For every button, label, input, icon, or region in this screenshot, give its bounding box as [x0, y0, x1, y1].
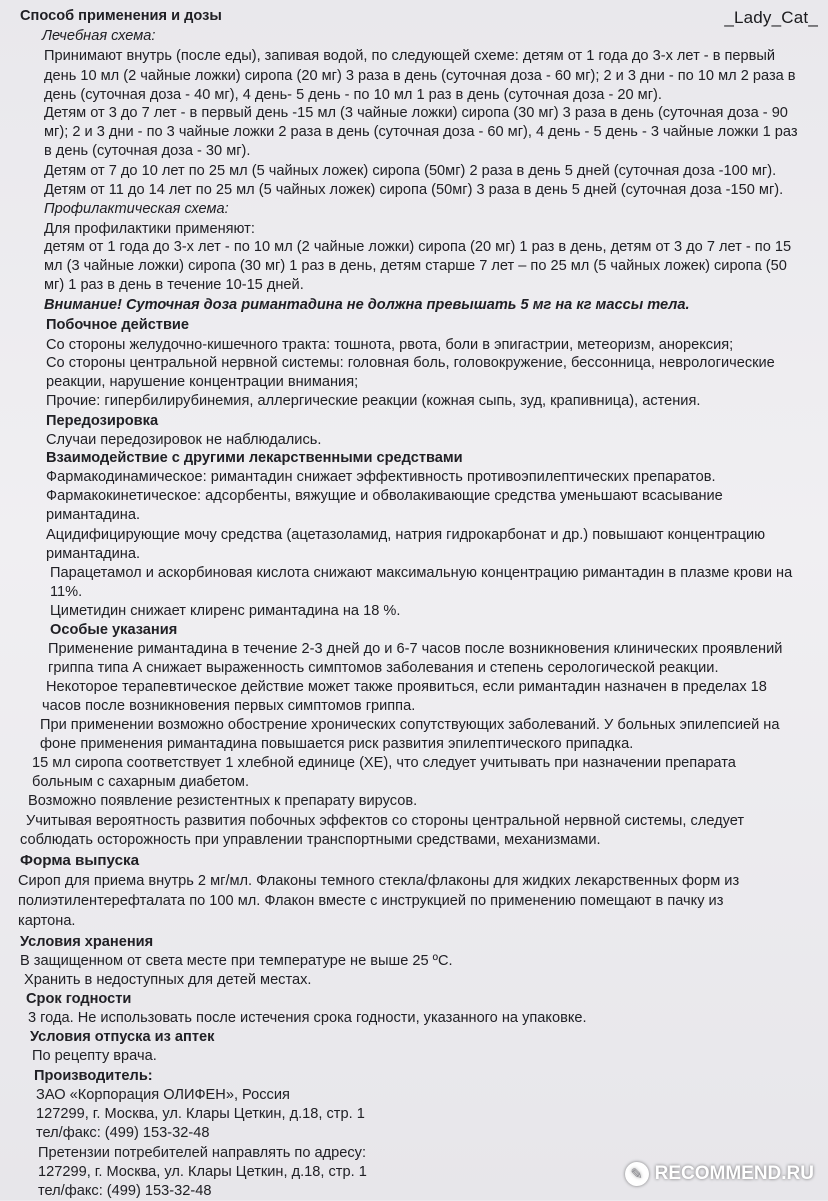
author-watermark: _Lady_Cat_: [724, 8, 818, 27]
text-line: Со стороны центральной нервной системы: головная боль, головокружение, бессонница, неврологические: [46, 355, 775, 371]
text-line: Сироп для приема внутрь 2 мг/мл. Флаконы темного стекла/флаконы для жидких лекарственных форм из: [18, 873, 740, 889]
subheading-treatment: Лечебная схема:: [42, 28, 156, 44]
text-line: Учитывая вероятность развития побочных эффектов со стороны центральной нервной системы, следует: [26, 813, 745, 829]
text-line: римантадина.: [46, 507, 141, 523]
text-line: Случаи передозировок не наблюдались.: [46, 432, 322, 448]
text-line: день 10 мл (2 чайные ложки) сиропа (20 мг) 3 раза в день (суточная доза - 60 мг); 2 и 3 дни - по 10 мл 2 раза в: [44, 68, 796, 84]
text-line: полиэтилентерефталата по 100 мл. Флакон вместе с инструкцией по применению помещают в пачку из: [18, 893, 724, 909]
text-line: 15 мл сиропа соответствует 1 хлебной единице (ХЕ), что следует учитывать при назначении препарата: [32, 755, 736, 771]
text-line: Хранить в недоступных для детей местах.: [24, 972, 312, 988]
text-line: соблюдать осторожность при управлении транспортными средствами, механизмами.: [20, 832, 601, 848]
text-line: Детям от 11 до 14 лет по 25 мл (5 чайных ложек) сиропа (50мг) 3 раза в день 5 дней (суточная доза -150 мг).: [44, 182, 784, 198]
text-line: тел/факс: (499) 153-32-48: [38, 1183, 212, 1199]
section-heading-interactions: Взаимодействие с другими лекарственными средствами: [46, 450, 463, 466]
section-heading-dosage: Способ применения и дозы: [20, 8, 222, 24]
text-line: При применении возможно обострение хронических сопутствующих заболеваний. У больных эпилепсией на: [40, 717, 780, 733]
text-line: больным с сахарным диабетом.: [32, 774, 250, 790]
text-line: Циметидин снижает клиренс римантадина на 18 %.: [50, 603, 401, 619]
text-line: тел/факс: (499) 153-32-48: [36, 1125, 210, 1141]
text-line: реакции, нарушение концентрации внимания;: [46, 374, 359, 390]
text-line: Детям от 3 до 7 лет - в первый день -15 мл (3 чайные ложки) сиропа (30 мг) 3 раза в день (суточная доза - 90: [44, 105, 788, 121]
section-heading-storage: Условия хранения: [20, 934, 154, 950]
text-line: 127299, г. Москва, ул. Клары Цеткин, д.18, стр. 1: [38, 1164, 367, 1180]
text-line: детям от 1 года до 3-х лет - по 10 мл (2 чайные ложки) сиропа (20 мг) 1 раз в день, детям от 3 до 7 лет - по 15: [44, 239, 792, 255]
text-line: мг) 1 раз в день в течение 10-15 дней.: [44, 277, 304, 293]
site-watermark: [625, 1162, 814, 1186]
text-line: В защищенном от света месте при температуре не выше 25 ºС.: [20, 953, 453, 969]
section-heading-manufacturer: Производитель:: [34, 1068, 153, 1084]
text-line: день (суточная доза - 40 мг), 4 день- 5 день - по 10 мл 1 раз в день (суточная доза - 20 мг).: [44, 87, 662, 103]
text-line: Прочие: гипербилирубинемия, аллергические реакции (кожная сыпь, зуд, крапивница), астения.: [46, 393, 701, 409]
text-line: Для профилактики применяют:: [44, 221, 255, 237]
text-line: картона.: [18, 913, 76, 929]
text-line: гриппа типа А снижает выраженность симптомов заболевания и степень серологической реакции.: [48, 660, 719, 676]
text-line: римантадина.: [46, 546, 141, 562]
text-line: Со стороны желудочно-кишечного тракта: тошнота, рвота, боли в эпигастрии, метеоризм, анорексия;: [46, 337, 734, 353]
text-line: Претензии потребителей направлять по адресу:: [38, 1145, 367, 1161]
section-heading-side-effects: Побочное действие: [46, 317, 190, 333]
text-line: Детям от 7 до 10 лет по 25 мл (5 чайных ложек) сиропа (50мг) 2 раза в день 5 дней (суточная доза -100 мг).: [44, 163, 777, 179]
text-line: По рецепту врача.: [32, 1048, 157, 1064]
text-line: Некоторое терапевтическое действие может также проявиться, если римантадин назначен в пределах 18: [46, 679, 767, 695]
text-line: Парацетамол и аскорбиновая кислота снижают максимальную концентрацию римантадин в плазме крови на: [50, 565, 793, 581]
text-line: в день (суточная доза - 30 мг).: [44, 143, 251, 159]
text-line: ЗАО «Корпорация ОЛИФЕН», Россия: [36, 1087, 290, 1103]
text-line: Ацидифицирующие мочу средства (ацетазоламид, натрия гидрокарбонат и др.) повышают концентрацию: [46, 527, 766, 543]
recommend-logo-icon: ✎: [625, 1162, 649, 1186]
text-line: Возможно появление резистентных к препарату вирусов.: [28, 793, 418, 809]
site-watermark-text: RECOMMEND.RU: [654, 1163, 814, 1184]
subheading-prevention: Профилактическая схема:: [44, 201, 229, 217]
text-line: 127299, г. Москва, ул. Клары Цеткин, д.18, стр. 1: [36, 1106, 365, 1122]
section-heading-release-form: Форма выпуска: [20, 852, 140, 869]
text-line: мл (3 чайные ложки) сиропа (30 мг) 1 раз в день, детям старше 7 лет – по 25 мл (5 чайных ложек) сиропа (50: [44, 258, 787, 274]
text-line: Принимают внутрь (после еды), запивая водой, по следующей схеме: детям от 1 года до 3-х лет - в первый: [44, 48, 776, 64]
text-line: 11%.: [50, 584, 83, 600]
section-heading-shelf-life: Срок годности: [26, 991, 132, 1007]
text-line: мг); 2 и 3 дни - по 3 чайные ложки 2 раза в день (суточная доза - 60 мг), 4 день - 5 день - 3 чайные ложки 1 раз: [44, 124, 798, 140]
text-line: часов после возникновения первых симптомов гриппа.: [42, 698, 416, 714]
warning-note: Внимание! Суточная доза римантадина не должна превышать 5 мг на кг массы тела.: [44, 297, 690, 313]
section-heading-special-notes: Особые указания: [50, 622, 178, 638]
text-line: Фармакодинамическое: римантадин снижает эффективность противоэпилептических препаратов.: [46, 469, 716, 485]
section-heading-dispensing: Условия отпуска из аптек: [30, 1029, 215, 1045]
section-heading-overdose: Передозировка: [46, 413, 159, 429]
text-line: Применение римантадина в течение 2-3 дней до и 6-7 часов после возникновения клинических проявлений: [48, 641, 783, 657]
text-line: фоне применения римантадина повышается риск развития эпилептического припадка.: [40, 736, 634, 752]
text-line: 3 года. Не использовать после истечения срока годности, указанного на упаковке.: [28, 1010, 587, 1026]
text-line: Фармакокинетическое: адсорбенты, вяжущие и обволакивающие средства уменьшают всасывание: [46, 488, 723, 504]
